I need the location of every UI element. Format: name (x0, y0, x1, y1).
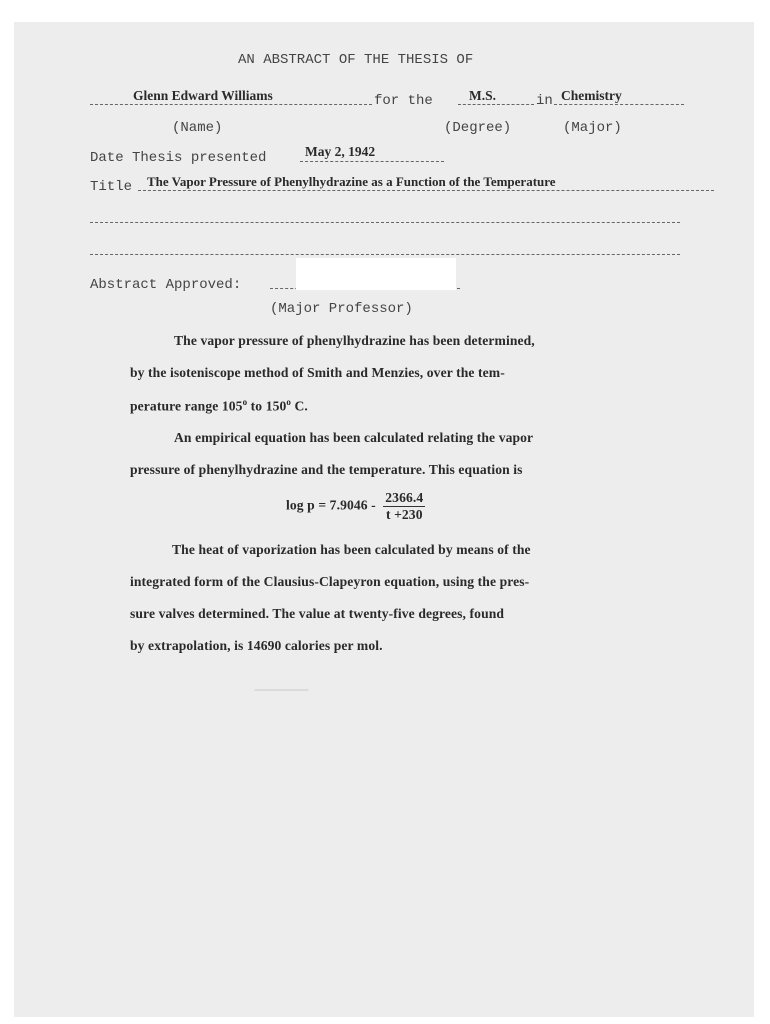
name-caption: (Name) (172, 120, 223, 136)
to-text: to (247, 398, 266, 414)
author-name: Glenn Edward Williams (133, 88, 273, 103)
equation-lhs: log p = 7.9046 - (286, 497, 376, 513)
degree-sup-2: o (286, 397, 292, 407)
temp-low: 105 (221, 398, 243, 414)
degree-line (458, 104, 534, 105)
major-caption: (Major) (563, 120, 622, 136)
equation-fraction (383, 490, 425, 523)
unit-text: C. (291, 398, 308, 414)
bleed-through-stamp: ⸻ (254, 676, 313, 701)
temp-range-text: perature range (130, 398, 222, 414)
temp-high: 150 (265, 398, 287, 414)
major-professor-caption: (Major Professor) (270, 301, 413, 317)
for-the-label: for the (374, 93, 433, 109)
abstract-paragraph-2-line-2: pressure of phenylhydrazine and the temperature. This equation is (130, 462, 523, 477)
vapor-pressure-equation (286, 490, 425, 523)
document-page (14, 22, 754, 1017)
abstract-paragraph-3-line-3: sure valves determined. The value at twenty-five degrees, found (130, 606, 505, 621)
major-value: Chemistry (561, 88, 622, 103)
abstract-paragraph-3-line-4: by extrapolation, is 14690 calories per mol. (130, 638, 383, 653)
title-continuation-line-2 (90, 254, 680, 255)
abstract-paragraph-1-line-1: The vapor pressure of phenylhydrazine has been determined, (174, 333, 535, 348)
title-line (138, 190, 714, 191)
title-continuation-line-1 (90, 222, 680, 223)
abstract-approved-label: Abstract Approved: (90, 277, 242, 293)
date-line (300, 161, 444, 162)
abstract-paragraph-3-line-2: integrated form of the Clausius-Clapeyron equation, using the pres- (130, 574, 530, 589)
abstract-paragraph-1-line-2: by the isoteniscope method of Smith and Menzies, over the tem- (130, 365, 505, 380)
name-line (90, 104, 372, 105)
degree-sup-1: o (242, 397, 248, 407)
degree-caption: (Degree) (444, 120, 512, 136)
date-presented-value: May 2, 1942 (305, 144, 376, 159)
equation-denominator: t +230 (385, 507, 423, 522)
abstract-paragraph-2-line-1: An empirical equation has been calculated relating the vapor (174, 430, 534, 445)
redacted-signature (296, 258, 456, 290)
thesis-title: The Vapor Pressure of Phenylhydrazine as a Function of the Temperature (147, 174, 556, 189)
title-label: Title (90, 179, 133, 195)
major-line (554, 104, 684, 105)
abstract-paragraph-3-line-1: The heat of vaporization has been calculated by means of the (172, 542, 531, 557)
date-presented-label: Date Thesis presented (90, 150, 267, 166)
abstract-paragraph-1-line-3 (130, 397, 308, 415)
in-label: in (536, 93, 553, 109)
document-heading: AN ABSTRACT OF THE THESIS OF (238, 52, 474, 68)
degree-value: M.S. (469, 88, 496, 103)
equation-numerator: 2366.4 (385, 490, 424, 505)
